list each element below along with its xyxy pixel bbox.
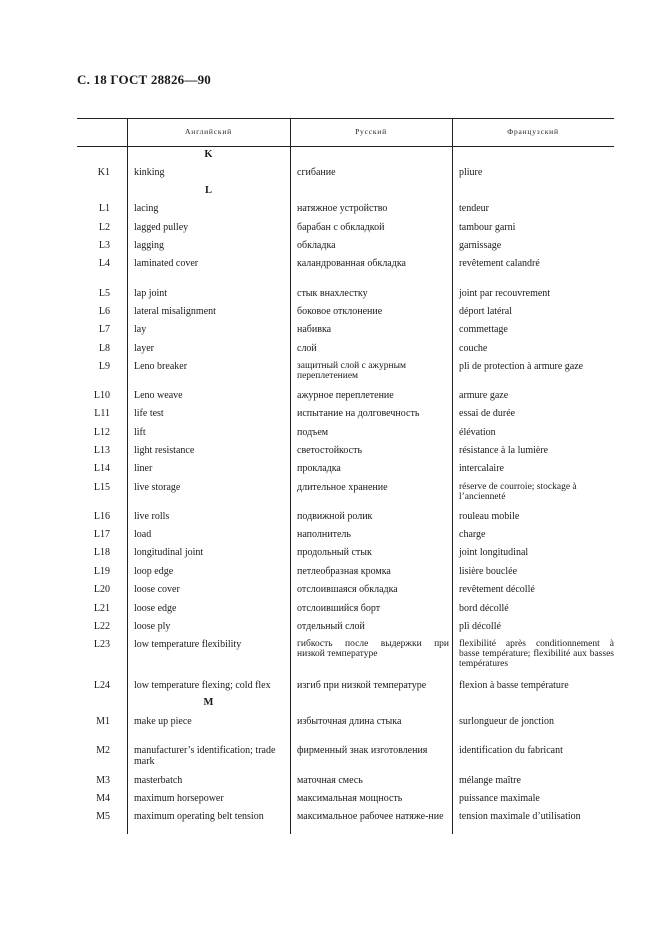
term-code: L10: [93, 390, 110, 401]
term-code: L6: [98, 306, 110, 317]
term-english: low temperature flexibility: [134, 639, 242, 650]
term-english: low temperature flexing; cold flex: [134, 680, 271, 691]
column-header-french: Французский: [507, 127, 559, 136]
term-english: lacing: [134, 203, 159, 214]
term-english: life test: [134, 408, 164, 419]
term-russian: слой: [297, 343, 317, 354]
term-french: charge: [459, 529, 486, 540]
term-french: commettage: [459, 324, 508, 335]
term-english: lagged pulley: [134, 222, 189, 233]
term-french: élévation: [459, 427, 496, 438]
term-french: surlongueur de jonction: [459, 716, 554, 727]
term-french: rouleau mobile: [459, 511, 520, 522]
term-french: mélange maître: [459, 775, 521, 786]
term-french: revêtement calandré: [459, 258, 540, 269]
term-english: loose ply: [134, 621, 171, 632]
column-divider: [127, 118, 128, 834]
term-english: maximum operating belt tension: [134, 811, 264, 822]
term-english: light resistance: [134, 445, 195, 456]
term-french: tambour garni: [459, 222, 516, 233]
term-english: Leno weave: [134, 390, 183, 401]
term-code: M2: [96, 745, 110, 756]
term-english: manufacturer’s identification; trade mark: [134, 745, 276, 767]
term-code: L21: [93, 603, 110, 614]
term-french: identification du fabricant: [459, 745, 563, 756]
term-french: revêtement décollé: [459, 584, 535, 595]
term-russian: маточная смесь: [297, 775, 363, 786]
term-russian: избыточная длина стыка: [297, 716, 402, 727]
term-english: laminated cover: [134, 258, 199, 269]
term-french: réserve de courroie; stockage à l’ancienneté: [459, 482, 577, 502]
term-french: lisière bouclée: [459, 566, 518, 577]
term-french: pli de protection à armure gaze: [459, 361, 584, 372]
term-russian: петлеобразная кромка: [297, 566, 391, 577]
term-english: kinking: [134, 167, 165, 178]
term-russian: изгиб при низкой температуре: [297, 680, 427, 691]
term-english: lateral misalignment: [134, 306, 216, 317]
term-russian: обкладка: [297, 240, 336, 251]
term-russian: фирменный знак изготовления: [297, 745, 428, 756]
term-russian: максимальная мощность: [297, 793, 403, 804]
term-russian: каландрованная обкладка: [297, 258, 406, 269]
term-french: flexion à basse température: [459, 680, 569, 691]
term-code: L1: [98, 203, 110, 214]
term-code: L16: [93, 511, 110, 522]
term-french: pliure: [459, 167, 483, 178]
term-french: tension maximale d’utilisation: [459, 811, 581, 822]
term-english: masterbatch: [134, 775, 183, 786]
term-code: M3: [96, 775, 110, 786]
term-russian: подвижной ролик: [297, 511, 373, 522]
term-code: L14: [93, 463, 110, 474]
term-code: L9: [98, 361, 110, 372]
term-code: L12: [93, 427, 110, 438]
term-russian: наполнитель: [297, 529, 351, 540]
term-code: L19: [93, 566, 110, 577]
term-code: K1: [97, 167, 110, 178]
term-english: liner: [134, 463, 153, 474]
term-french: armure gaze: [459, 390, 509, 401]
term-english: make up piece: [134, 716, 192, 727]
term-russian: сгибание: [297, 167, 336, 178]
term-russian: барабан с обкладкой: [297, 222, 385, 233]
column-header-english: Английский: [185, 127, 232, 136]
term-code: L7: [98, 324, 110, 335]
term-french: garnissage: [459, 240, 502, 251]
term-code: L13: [93, 445, 110, 456]
table-header-rule: [77, 146, 614, 147]
term-code: L20: [93, 584, 110, 595]
column-divider: [452, 118, 453, 834]
term-french: flexibilité après conditionnement à basse température; flexibilité aux basses températures: [459, 639, 614, 669]
term-english: layer: [134, 343, 154, 354]
term-french: joint longitudinal: [459, 547, 529, 558]
term-english: loop edge: [134, 566, 174, 577]
term-code: M1: [96, 716, 110, 727]
term-russian: испытание на долговечность: [297, 408, 420, 419]
term-english: lift: [134, 427, 146, 438]
term-russian: продольный стык: [297, 547, 372, 558]
term-code: L8: [98, 343, 110, 354]
column-header-russian: Русский: [355, 127, 387, 136]
term-french: joint par recouvrement: [459, 288, 551, 299]
term-french: couche: [459, 343, 488, 354]
term-code: L15: [93, 482, 110, 493]
term-english: maximum horsepower: [134, 793, 224, 804]
term-russian: светостойкость: [297, 445, 363, 456]
term-russian: боковое отклонение: [297, 306, 383, 317]
term-code: L17: [93, 529, 110, 540]
term-russian: отдельный слой: [297, 621, 365, 632]
term-code: L4: [98, 258, 110, 269]
term-english: Leno breaker: [134, 361, 188, 372]
term-english: lay: [134, 324, 147, 335]
term-russian: прокладка: [297, 463, 341, 474]
term-english: live rolls: [134, 511, 170, 522]
term-russian: ажурное переплетение: [297, 390, 394, 401]
term-french: résistance à la lumière: [459, 445, 549, 456]
term-english: lap joint: [134, 288, 168, 299]
section-letter-k: K: [204, 149, 213, 160]
term-code: L11: [94, 408, 110, 419]
term-code: L18: [93, 547, 110, 558]
term-russian: максимальное рабочее натяже-ние: [297, 811, 444, 822]
term-russian: набивка: [297, 324, 332, 335]
term-russian: отслоившаяся обкладка: [297, 584, 398, 595]
term-code: L23: [93, 639, 110, 650]
section-letter-l: L: [204, 185, 212, 196]
term-french: tendeur: [459, 203, 489, 214]
term-code: M4: [96, 793, 110, 804]
term-russian: натяжное устройство: [297, 203, 388, 214]
term-english: loose edge: [134, 603, 177, 614]
section-letter-m: M: [203, 697, 214, 708]
term-english: load: [134, 529, 152, 540]
term-russian: отслоившийся борт: [297, 603, 381, 614]
term-french: pli décollé: [459, 621, 501, 632]
term-russian: гибкость после выдержки при низкой температуре: [297, 639, 449, 659]
term-english: loose cover: [134, 584, 180, 595]
term-code: L2: [98, 222, 110, 233]
term-english: live storage: [134, 482, 181, 493]
term-code: L22: [93, 621, 110, 632]
term-code: L5: [98, 288, 110, 299]
term-russian: подъем: [297, 427, 329, 438]
term-english: longitudinal joint: [134, 547, 204, 558]
term-russian: защитный слой с ажурным переплетением: [297, 361, 406, 381]
term-code: M5: [96, 811, 110, 822]
term-code: L24: [93, 680, 110, 691]
page-header: С. 18 ГОСТ 28826—90: [77, 72, 211, 87]
table-top-rule: [77, 118, 614, 119]
term-french: essai de durée: [459, 408, 516, 419]
term-russian: длительное хранение: [297, 482, 388, 493]
column-divider: [290, 118, 291, 834]
term-french: bord décollé: [459, 603, 509, 614]
term-french: intercalaire: [459, 463, 504, 474]
term-french: déport latéral: [459, 306, 513, 317]
term-russian: стык внахлестку: [297, 288, 368, 299]
term-code: L3: [98, 240, 110, 251]
term-french: puissance maximale: [459, 793, 540, 804]
term-english: lagging: [134, 240, 164, 251]
